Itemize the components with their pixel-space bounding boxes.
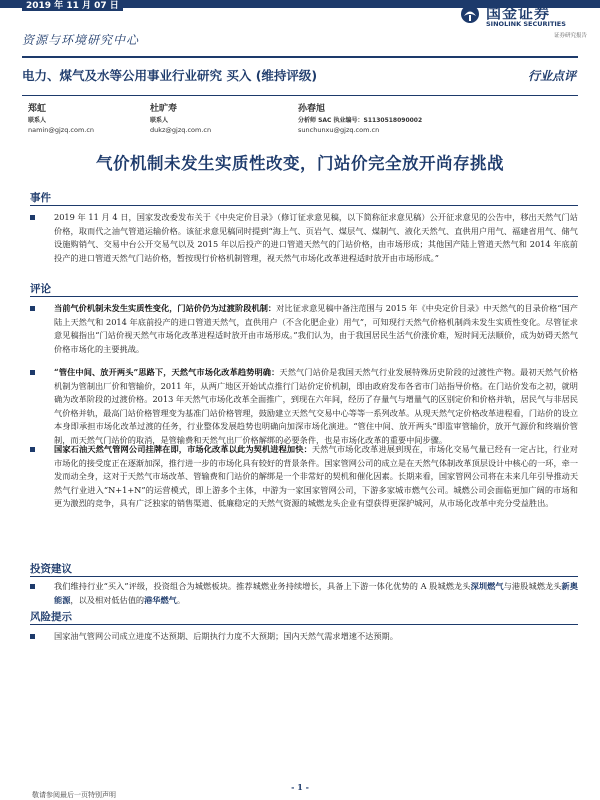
industry-title: 电力、煤气及水等公用事业行业研究 买入 (维持评级)	[22, 68, 318, 83]
report-title: 气价机制未发生实质性改变，门站价完全放开尚存挑战	[96, 154, 504, 173]
header-divider	[22, 56, 578, 58]
section-heading-event: 事件	[30, 192, 51, 204]
risk-text: 国家油气管网公司成立进度不达预期、后期执行力度不大预期；国内天然气需求增速不达预期。	[54, 631, 398, 641]
event-paragraph	[30, 211, 578, 265]
stock-name: 深圳燃气	[470, 581, 504, 591]
comment-text-1: 对比征求意见稿中备注范围与 2015 年《中央定价目录》中天然气的目录价格“国产陆上天然气和 2014 年底前投产的进口管道天然气，直供用户（不含化肥企业）用气”，可知现行天然气价格机制尚未发生实质性变化。尽管征求意见稿指出“门站价视天然气市场化改革进程适时放开由市场形成。”我们认为，由于我国居民生活气价涨价难，短时间无法顺价，成为妨碍天然气价格市场化的主要挑战。	[54, 303, 578, 354]
bullet-icon	[30, 215, 35, 220]
analyst-name: 孙春旭	[298, 104, 326, 114]
analyst-role: 联系人	[28, 117, 47, 124]
research-center-name: 资源与环境研究中心	[22, 33, 140, 47]
event-text: 2019 年 11 月 4 日，国家发改委发布关于《中央定价目录》（修订征求意见稿，以下简称征求意见稿）公开征求意见的公告中，移出天然气门站价格，取而代之油气管道运输价格。该征求意见稿同时提到“海上气、页岩气、煤层气、煤制气、液化天然气、直供用户用气、福建省用气、储气设施购销气、交易中台公开交易气以及 2015 年以后投产的进口管道天然气的门站价格，由市场形成；其他国产陆上管道天然气和 2014 年底前投产的进口管道天然气门站价格，暂按现行价格机制管理，视天然气市场化改革进程适时放开由市场形成。”	[54, 212, 578, 263]
invest-text-b: 与港股城燃龙头	[503, 581, 562, 591]
logo-icon	[460, 4, 480, 24]
section-heading-comment: 评论	[30, 283, 51, 295]
comment-paragraph-1	[30, 302, 578, 356]
analyst-email[interactable]: namin@gjzq.com.cn	[28, 126, 95, 134]
bullet-icon	[30, 370, 35, 375]
analyst-card	[298, 101, 422, 134]
bullet-icon	[30, 584, 35, 589]
bullet-icon	[30, 306, 35, 311]
section-heading-invest: 投资建议	[30, 563, 72, 575]
invest-text-c: ，以及相对低估值的	[70, 594, 145, 605]
comment-text-2: 天然气门站价是我国天然气行业发展特殊历史阶段的过渡性产物。最初天然气价格机制为管制出厂价和管输价，2011 年，从两广地区开始试点推行门站价定价机制，即由政府发布各省市门站指导价格。在门站价发布之初，就明确为改革阶段的过渡价格。2013 年天然气市场化改革全面推广，到现在六年间，经历了存量气与增量气的区别定价和价格并轨，居民气与非居民气价格并轨，最高门站价格管理变为基准门站价格管理，鼓励建立天然气交易中心等等一系列改革。从现天然气定价格改革进程看，门站价的设立本身即承担市场化改革过渡的任务，行业整体发展趋势也明确向加深市场化演进。“管住中间、放开两头”即监审管输价，放开气源价和终端价管制，而天然气门站价的取消，是管输费和天然气出厂价格解绑的必要条件，也是市场化改革的重要中间步骤。	[54, 367, 579, 445]
section-divider	[30, 624, 578, 625]
company-logo	[458, 2, 588, 42]
section-divider	[30, 576, 578, 577]
section-heading-risk: 风险提示	[30, 611, 72, 623]
bullet-icon	[30, 447, 35, 452]
comment-text-3: 天然气市场化改革进展到现在，市场化交易气量已经有一定占比，行业对市场化的接受度正在逐渐加深，推行进一步的市场化具有较好的背景条件。国家管网公司的成立是在天然气体制改革顶层设计中核心的一环，牵一发而动全身，这对于天然气市场改革、管输费和门站价的解绑是一个非常好的契机和催化因素。长期来看，国家管网公司将在未来几年引导推动天然气行业进入“N+1+N”的运营模式，即上游多个主体，中游为一家国家管网公司，下游多家城市燃气公司。城燃公司会面临更加广阔的市场和更为激烈的竞争，具有广泛独家的销售渠道、低廉稳定的天然气资源的城燃龙头企业有望获得更深护城河，从市场化改革中充分受益胜出。	[54, 444, 579, 509]
analyst-role: 分析师 SAC 执业编号：S1130518090002	[298, 117, 423, 124]
report-date: 2019 年 11 月 07 日	[22, 0, 123, 11]
header-divider-thin	[22, 95, 578, 96]
analyst-name: 杜旷寿	[150, 104, 178, 114]
invest-text-a: 我们维持行业“买入”评级，投资组合为城燃板块。推荐城燃业务持续增长，具备上下游一体化优势的 A 股城燃龙头	[54, 581, 471, 591]
logo-tagline: 证券研究报告	[554, 33, 588, 39]
bullet-icon	[30, 634, 35, 639]
analyst-role: 联系人	[150, 117, 169, 124]
page-number: - 1 -	[291, 782, 309, 792]
disclaimer-note: 敬请参阅最后一页特别声明	[32, 791, 116, 799]
risk-paragraph	[30, 630, 578, 644]
analyst-email[interactable]: sunchunxu@gjzq.com.cn	[298, 126, 380, 134]
stock-name: 港华燃气	[144, 594, 177, 605]
analyst-card	[28, 101, 94, 134]
analyst-card	[150, 101, 211, 134]
analyst-email[interactable]: dukz@gjzq.com.cn	[150, 126, 212, 134]
comment-paragraph-3	[30, 443, 578, 511]
logo-name-en: SINOLINK SECURITIES	[486, 20, 566, 28]
invest-text-d: 。	[176, 594, 186, 605]
section-divider	[30, 296, 578, 297]
comment-lead-1: 当前气价机制未发生实质性变化，门站价仍为过渡阶段机制：	[54, 303, 277, 313]
analyst-name: 郑虹	[28, 104, 47, 114]
stock-name: 新奥能源	[54, 581, 578, 605]
report-type: 行业点评	[527, 69, 576, 83]
invest-paragraph	[30, 580, 578, 607]
section-divider	[30, 205, 578, 206]
comment-lead-3: 国家石油天然气管网公司挂牌在即，市场化改革以此为契机进程加快：	[54, 444, 312, 454]
logo-name-cn: 国金证券	[486, 4, 551, 22]
comment-lead-2: “管住中间、放开两头”思路下，天然气市场化改革趋势明确：	[54, 367, 280, 377]
comment-paragraph-2	[30, 366, 578, 448]
